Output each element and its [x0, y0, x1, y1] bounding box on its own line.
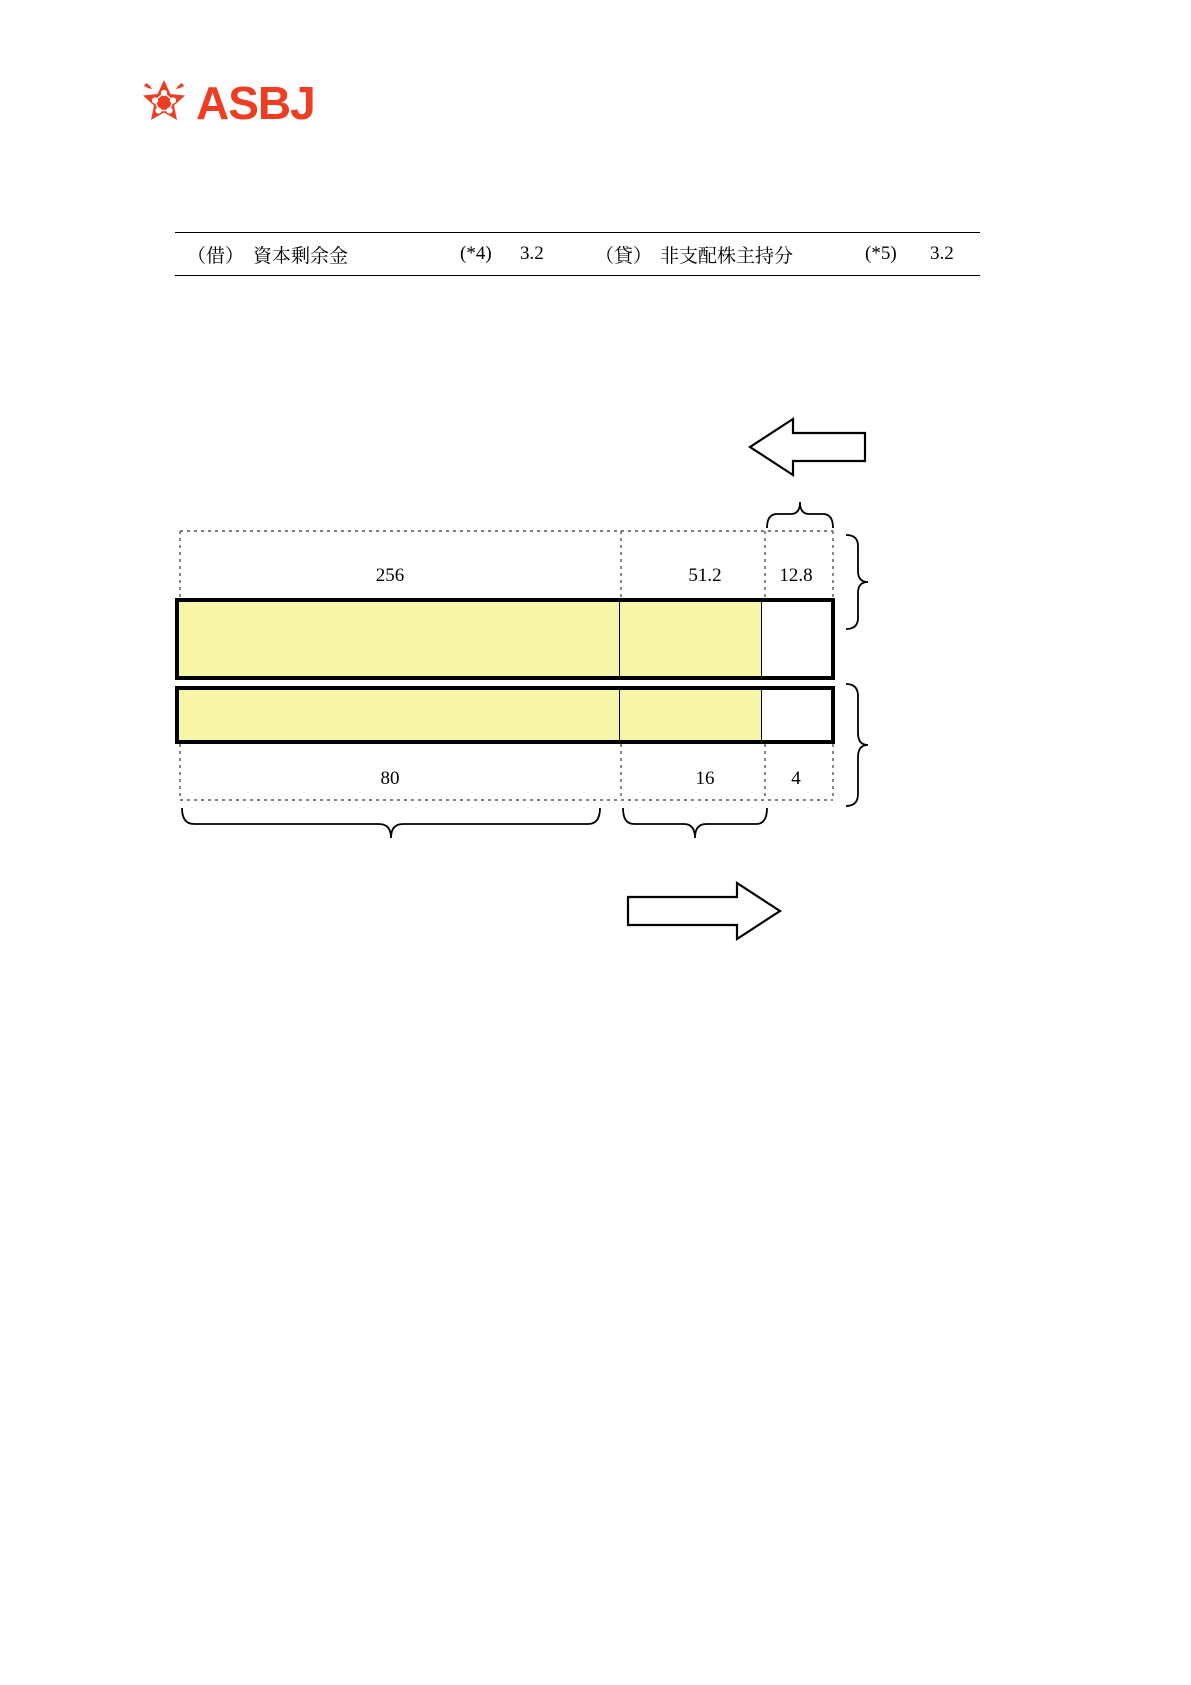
lower-stacked-bar [175, 686, 835, 744]
asbj-star-logo-icon [138, 77, 190, 129]
right-upper-brace [846, 535, 868, 629]
asbj-logo [138, 72, 398, 134]
bottom-middle-brace [623, 808, 767, 838]
upper-bar-segment-1 [179, 602, 620, 676]
upper-bar-segment-3 [762, 602, 831, 676]
right-arrow-icon [628, 883, 780, 939]
value-label-12-8: 12.8 [779, 565, 813, 586]
debit-account: 資本剰余金 [253, 245, 349, 267]
credit-account: 非支配株主持分 [660, 245, 794, 267]
value-label-51-2: 51.2 [688, 565, 722, 586]
debit-ref: (*4) [460, 243, 492, 264]
upper-stacked-bar [175, 598, 835, 680]
top-right-brace [767, 502, 833, 528]
journal-entry-box [175, 232, 980, 276]
left-arrow-icon [750, 419, 865, 475]
upper-bar-segment-2 [620, 602, 762, 676]
credit-label: （貸） [595, 245, 653, 267]
debit-amount: 3.2 [520, 243, 544, 264]
asbj-wordmark: ASBJ [196, 77, 315, 129]
lower-bar-segment-3 [762, 690, 831, 740]
journal-entry-row [175, 233, 980, 275]
lower-bar-segment-2 [620, 690, 762, 740]
value-label-16: 16 [695, 768, 715, 789]
credit-amount: 3.2 [930, 243, 954, 264]
credit-ref: (*5) [865, 243, 897, 264]
value-label-256: 256 [375, 565, 405, 586]
debit-label: （借） [187, 245, 245, 267]
value-label-4: 4 [791, 768, 801, 789]
lower-bar-segment-1 [179, 690, 620, 740]
bottom-left-brace [182, 808, 600, 838]
right-lower-brace [846, 684, 868, 806]
value-label-80: 80 [380, 768, 400, 789]
